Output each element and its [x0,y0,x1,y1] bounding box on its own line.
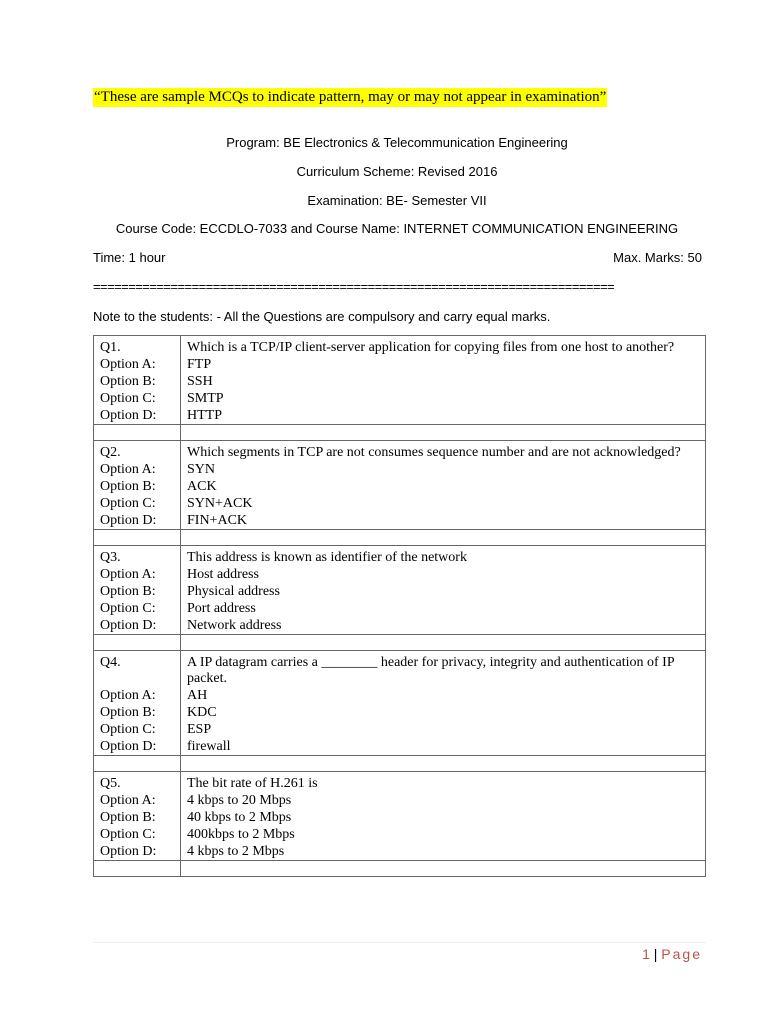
option-label: Option C: [94,826,181,843]
option-row [94,809,706,826]
option-label: Option A: [94,356,181,373]
option-text: HTTP [181,407,706,425]
option-text: 400kbps to 2 Mbps [181,826,706,843]
max-marks: Max. Marks: 50 [613,250,702,265]
option-row [94,512,706,530]
option-text: Network address [181,617,706,635]
mcq-table [93,335,706,877]
option-label: Option D: [94,407,181,425]
option-text: SYN+ACK [181,495,706,512]
option-text: FTP [181,356,706,373]
option-row [94,390,706,407]
option-text: AH [181,687,706,704]
option-label: Option C: [94,390,181,407]
question-number: Q3. [94,546,181,567]
option-row [94,843,706,861]
option-label: Option B: [94,704,181,721]
option-row [94,687,706,704]
question-text: Which segments in TCP are not consumes sequence number and are not acknowledged? [181,441,706,462]
examination-line: Examination: BE- Semester VII [307,193,487,208]
option-text: SMTP [181,390,706,407]
blank-cell [181,861,706,877]
option-label: Option D: [94,512,181,530]
footer-separator: | [649,946,662,962]
question-number: Q1. [94,336,181,357]
option-row [94,721,706,738]
option-label: Option B: [94,373,181,390]
course-line: Course Code: ECCDLO-7033 and Course Name: INTERNET COMMUNICATION ENGINEERING [115,221,679,236]
option-label: Option D: [94,738,181,756]
blank-row [94,425,706,441]
blank-cell [181,635,706,651]
option-row [94,826,706,843]
option-label: Option A: [94,687,181,704]
blank-row [94,530,706,546]
option-label: Option B: [94,809,181,826]
option-text: Physical address [181,583,706,600]
option-row [94,461,706,478]
option-label: Option A: [94,461,181,478]
question-row [94,651,706,688]
blank-cell [94,425,181,441]
option-label: Option B: [94,478,181,495]
blank-cell [181,756,706,772]
option-row [94,583,706,600]
page-footer [642,946,702,962]
option-text: SSH [181,373,706,390]
option-row [94,738,706,756]
question-text: A IP datagram carries a ________ header for privacy, integrity and authentication of IP packet. [181,651,706,688]
curriculum-scheme-line: Curriculum Scheme: Revised 2016 [296,164,498,179]
question-text: The bit rate of H.261 is [181,772,706,793]
exam-time: Time: 1 hour [93,250,166,265]
blank-cell [181,425,706,441]
blank-cell [94,530,181,546]
question-number: Q2. [94,441,181,462]
question-row [94,441,706,462]
blank-row [94,635,706,651]
program-line: Program: BE Electronics & Telecommunication Engineering [226,135,568,150]
option-text: ACK [181,478,706,495]
option-label: Option D: [94,843,181,861]
option-label: Option A: [94,792,181,809]
option-label: Option A: [94,566,181,583]
option-text: 4 kbps to 20 Mbps [181,792,706,809]
option-row [94,356,706,373]
question-text: Which is a TCP/IP client-server application for copying files from one host to another? [181,336,706,357]
footer-divider [93,942,706,943]
option-row [94,600,706,617]
option-label: Option D: [94,617,181,635]
option-label: Option C: [94,495,181,512]
option-row [94,407,706,425]
blank-cell [94,635,181,651]
blank-row [94,756,706,772]
question-row [94,336,706,357]
page-word: Page [661,946,702,962]
option-label: Option C: [94,600,181,617]
option-text: FIN+ACK [181,512,706,530]
student-note: Note to the students: - All the Questions are compulsory and carry equal marks. [93,309,551,324]
question-row [94,546,706,567]
option-row [94,617,706,635]
sample-mcq-banner: “These are sample MCQs to indicate pattern, may or may not appear in examination” [94,89,607,105]
option-text: firewall [181,738,706,756]
blank-cell [94,756,181,772]
blank-cell [181,530,706,546]
option-text: KDC [181,704,706,721]
blank-cell [94,861,181,877]
option-text: SYN [181,461,706,478]
option-text: Port address [181,600,706,617]
option-text: 40 kbps to 2 Mbps [181,809,706,826]
question-text: This address is known as identifier of the network [181,546,706,567]
blank-row [94,861,706,877]
option-text: ESP [181,721,706,738]
option-text: 4 kbps to 2 Mbps [181,843,706,861]
option-row [94,792,706,809]
option-label: Option C: [94,721,181,738]
option-label: Option B: [94,583,181,600]
option-row [94,478,706,495]
option-row [94,704,706,721]
page-number: 1 [642,946,650,962]
question-number: Q4. [94,651,181,688]
option-row [94,566,706,583]
separator-rule: ========================================================================== [93,279,615,294]
question-number: Q5. [94,772,181,793]
question-row [94,772,706,793]
option-text: Host address [181,566,706,583]
option-row [94,373,706,390]
option-row [94,495,706,512]
